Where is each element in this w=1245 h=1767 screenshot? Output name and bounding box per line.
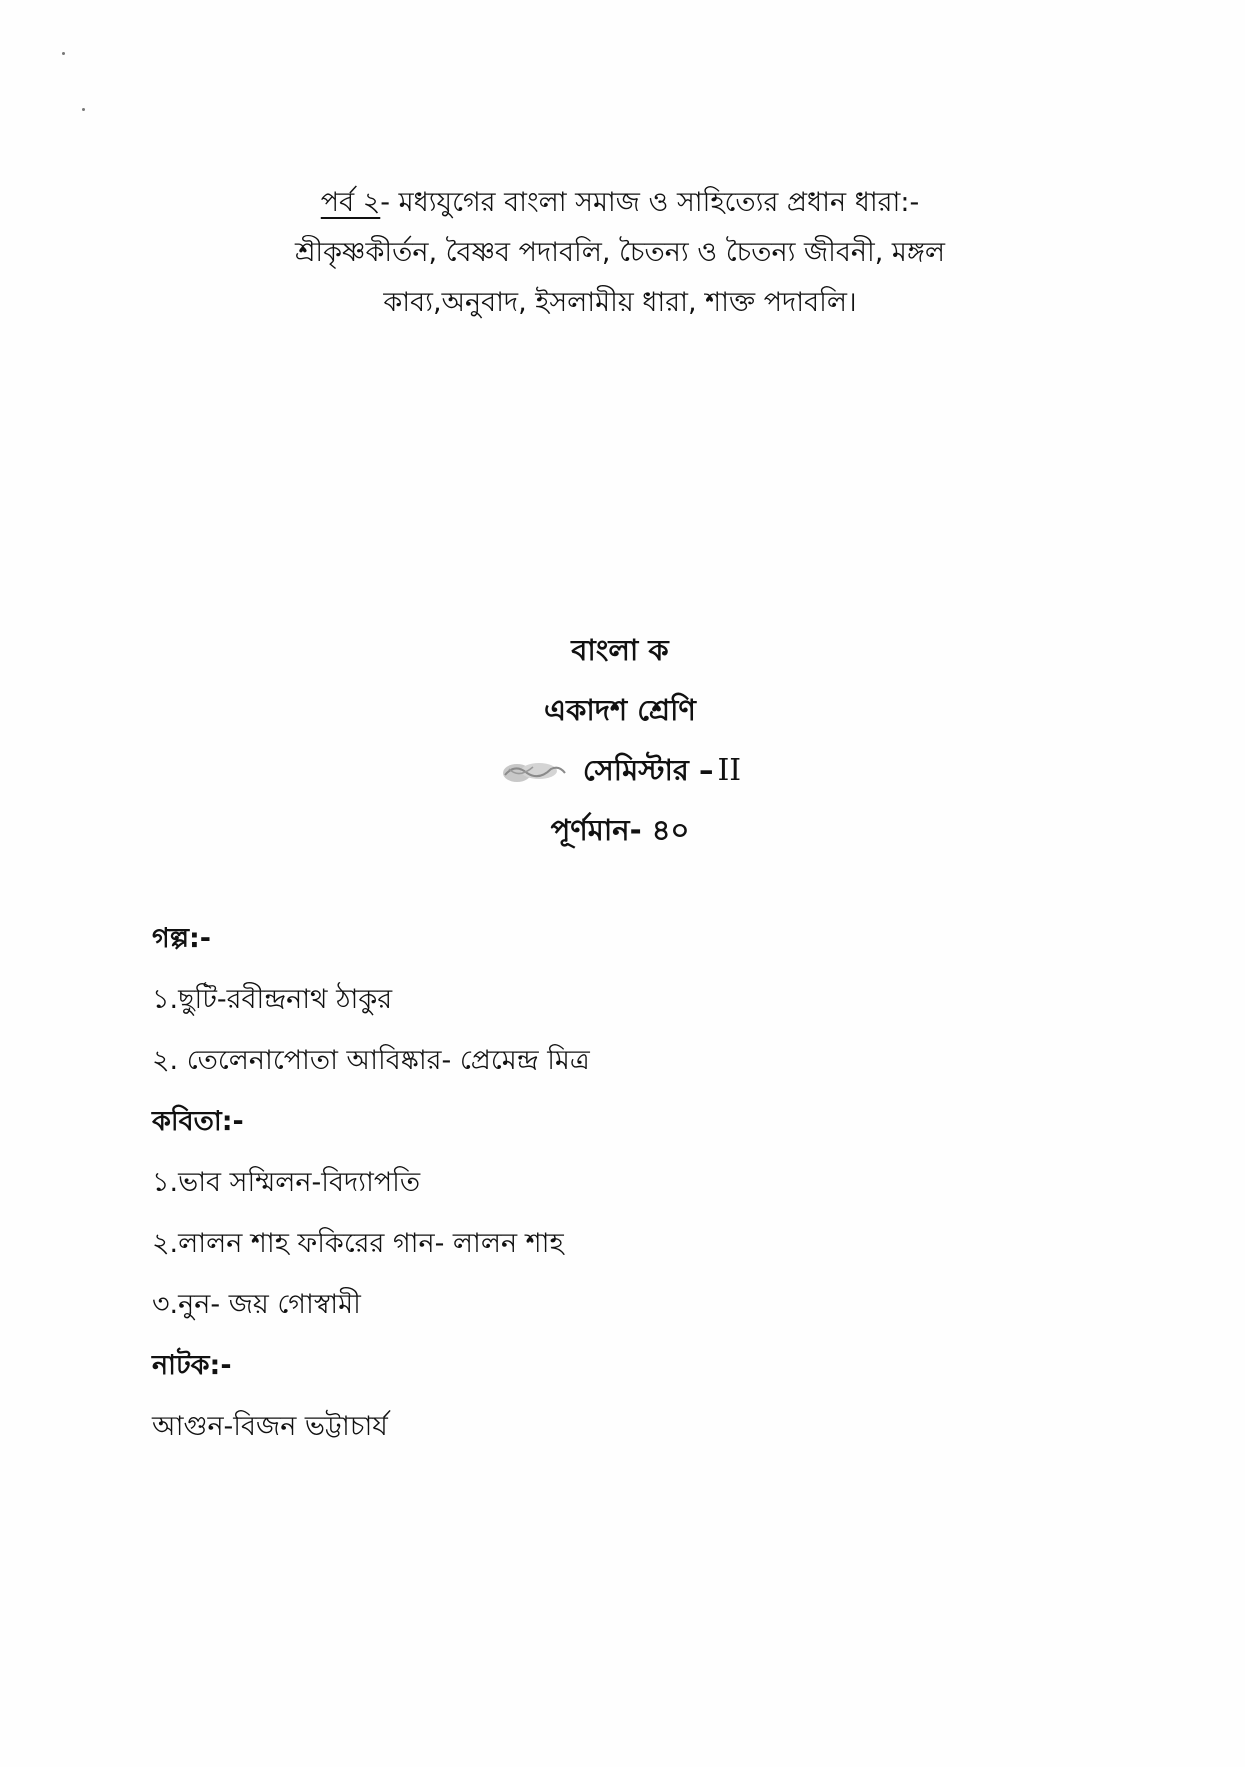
semester-line bbox=[300, 740, 940, 800]
semester-label: সেমিস্টার – bbox=[582, 753, 714, 787]
syllabus-part-line-3: কাব্য,অনুবাদ, ইসলামীয় ধারা, শাক্ত পদাবলি। bbox=[383, 287, 857, 318]
syllabus-part-paragraph bbox=[200, 178, 1040, 328]
syllabus-part-line-1 bbox=[200, 178, 1040, 228]
semester-number: II bbox=[717, 753, 742, 788]
list-item: ১.ছুটি-রবীন্দ্রনাথ ঠাকুর bbox=[152, 984, 393, 1015]
scan-speck bbox=[62, 52, 65, 55]
subject-title: বাংলা ক bbox=[571, 633, 669, 667]
list-item: আগুন-বিজন ভট্টাচার্য bbox=[152, 1411, 388, 1442]
syllabus-content bbox=[152, 908, 1052, 1457]
list-item: ২.লালন শাহ ফকিরের গান- লালন শাহ bbox=[152, 1228, 564, 1259]
list-item: ১.ভাব সম্মিলন-বিদ্যাপতি bbox=[152, 1167, 421, 1198]
full-marks: পূর্ণমান- ৪০ bbox=[550, 813, 690, 847]
part-label: পর্ব ২ bbox=[320, 187, 381, 218]
heading-block bbox=[300, 620, 940, 860]
class-title: একাদশ শ্রেণি bbox=[544, 693, 696, 727]
story-section-title: গল্প:- bbox=[152, 923, 211, 954]
scan-speck bbox=[82, 108, 85, 111]
syllabus-part-line-2: শ্রীকৃষ্ণকীর্তন, বৈষ্ণব পদাবলি, চৈতন্য ও চৈতন্য জীবনী, মঙ্গল bbox=[295, 237, 945, 268]
poem-section-title: কবিতা:- bbox=[152, 1106, 244, 1137]
list-item: ৩.নুন- জয় গোস্বামী bbox=[152, 1289, 361, 1320]
list-item: ২. তেলেনাপোতা আবিষ্কার- প্রেমেন্দ্র মিত্র bbox=[152, 1045, 590, 1076]
drama-section-title: নাটক:- bbox=[152, 1350, 232, 1381]
part-title: - মধ্যযুগের বাংলা সমাজ ও সাহিত্যের প্রধান ধারা:- bbox=[380, 187, 920, 218]
ink-blot-icon bbox=[499, 759, 569, 785]
